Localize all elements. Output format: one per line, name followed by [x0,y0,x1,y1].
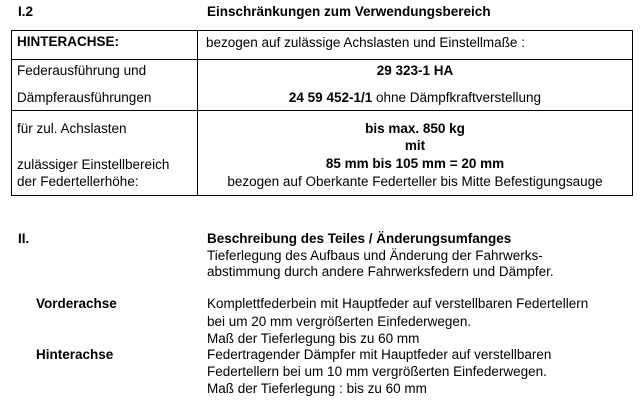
section2-number: II. [18,231,30,246]
intro-line-1: Tieferlegung des Aufbaus und Änderung der Fahrwerks- [207,248,543,263]
rear-line-3: Maß der Tieferlegung : bis zu 60 mm [207,381,427,396]
section-title: Einschränkungen zum Verwendungsbereich [207,4,491,19]
axle-note: bezogen auf zulässige Achslasten und Einstellmaße : [206,35,525,50]
damper-label: Dämpferausführungen [17,90,152,105]
rear-line-1: Federtragender Dämpfer mit Hauptfeder auf verstellbaren [207,347,552,362]
front-line-3: Maß der Tieferlegung bis zu 60 mm [207,331,420,346]
load-value: bis max. 850 kg [365,121,465,136]
damper-note: ohne Dämpfkraftverstellung [372,90,542,105]
front-line-2: bei um 20 mm vergrößerten Einfederwegen. [207,314,472,329]
section2-title: Beschreibung des Teiles / Änderungsumfanges [207,231,512,246]
spring-label: Federausführung und [17,63,147,78]
with-word: mit [404,138,426,153]
axle-label: HINTERACHSE: [17,34,120,49]
range-note: bezogen auf Oberkante Federteller bis Mitte Befestigungsauge [227,174,603,189]
range-value: 85 mm bis 105 mm = 20 mm [325,156,505,171]
load-label: für zul. Achslasten [17,121,127,136]
front-axle-label: Vorderachse [36,296,117,311]
rear-axle-label: Hinterachse [36,347,114,362]
damper-value [198,90,632,105]
spring-value: 29 323-1 HA [376,63,454,78]
intro-line-2: abstimmung durch andere Fahrwerksfedern und Dämpfer. [207,264,554,279]
section-number: I.2 [18,4,34,19]
damper-part-number: 24 59 452-1/1 [288,90,373,105]
range-label-1: zulässiger Einstellbereich [17,157,170,172]
rear-line-2: Federtellern bei um 10 mm vergrößerten Einfederwegen. [207,364,547,379]
front-line-1: Komplettfederbein mit Hauptfeder auf verstellbaren Federtellern [207,296,589,311]
range-label-2: der Federtellerhöhe: [17,174,139,189]
